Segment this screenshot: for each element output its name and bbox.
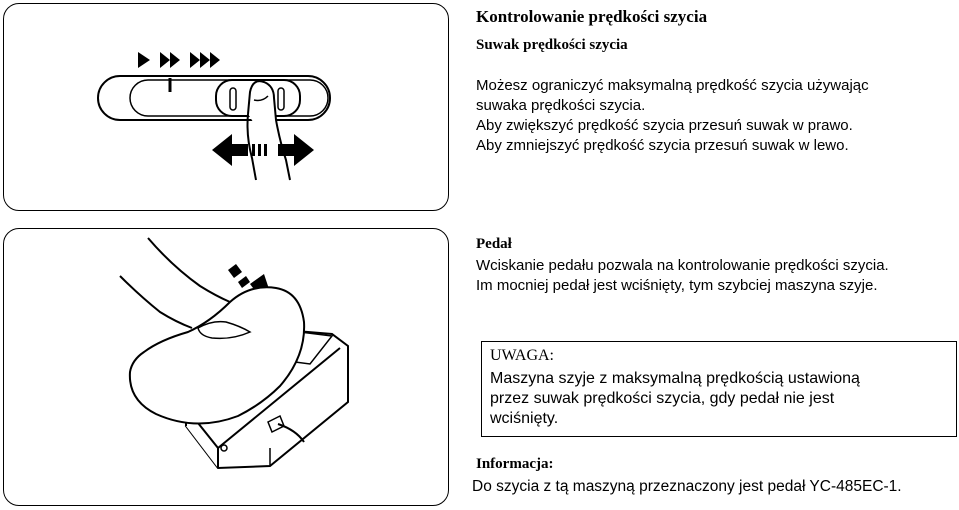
text-line: suwaka prędkości szycia.: [476, 97, 646, 114]
text-line: Wciskanie pedału pozwala na kontrolowanie prędkości szycia.: [476, 257, 889, 274]
note-title: UWAGA:: [490, 347, 554, 364]
info-title: Informacja:: [476, 456, 554, 472]
slider-description: [476, 76, 869, 156]
text-line: Możesz ograniczyć maksymalną prędkość szycia używając: [476, 77, 869, 94]
text-line: przez suwak prędkości szycia, gdy pedał nie jest: [490, 390, 835, 407]
pedal-description: [476, 256, 889, 296]
pedal-title: Pedał: [476, 236, 512, 252]
left-right-arrow-icon: [212, 134, 314, 166]
foot-pedal-illustration: [100, 236, 370, 502]
note-text: [490, 369, 860, 429]
section-subtitle: Suwak prędkości szycia: [476, 37, 628, 53]
speed-slider-illustration: [90, 40, 350, 190]
speed-arrows-icon: [138, 52, 220, 68]
info-text: Do szycia z tą maszyną przeznaczony jest pedał YC-485EC-1.: [472, 478, 902, 495]
section-title: Kontrolowanie prędkości szycia: [476, 7, 708, 26]
text-line: Aby zmniejszyć prędkość szycia przesuń suwak w lewo.: [476, 137, 849, 154]
text-line: wciśnięty.: [490, 410, 559, 427]
text-line: Im mocniej pedał jest wciśnięty, tym szybciej maszyna szyje.: [476, 277, 878, 294]
text-line: Aby zwiększyć prędkość szycia przesuń suwak w prawo.: [476, 117, 853, 134]
text-line: Maszyna szyje z maksymalną prędkością ustawioną: [490, 370, 860, 387]
